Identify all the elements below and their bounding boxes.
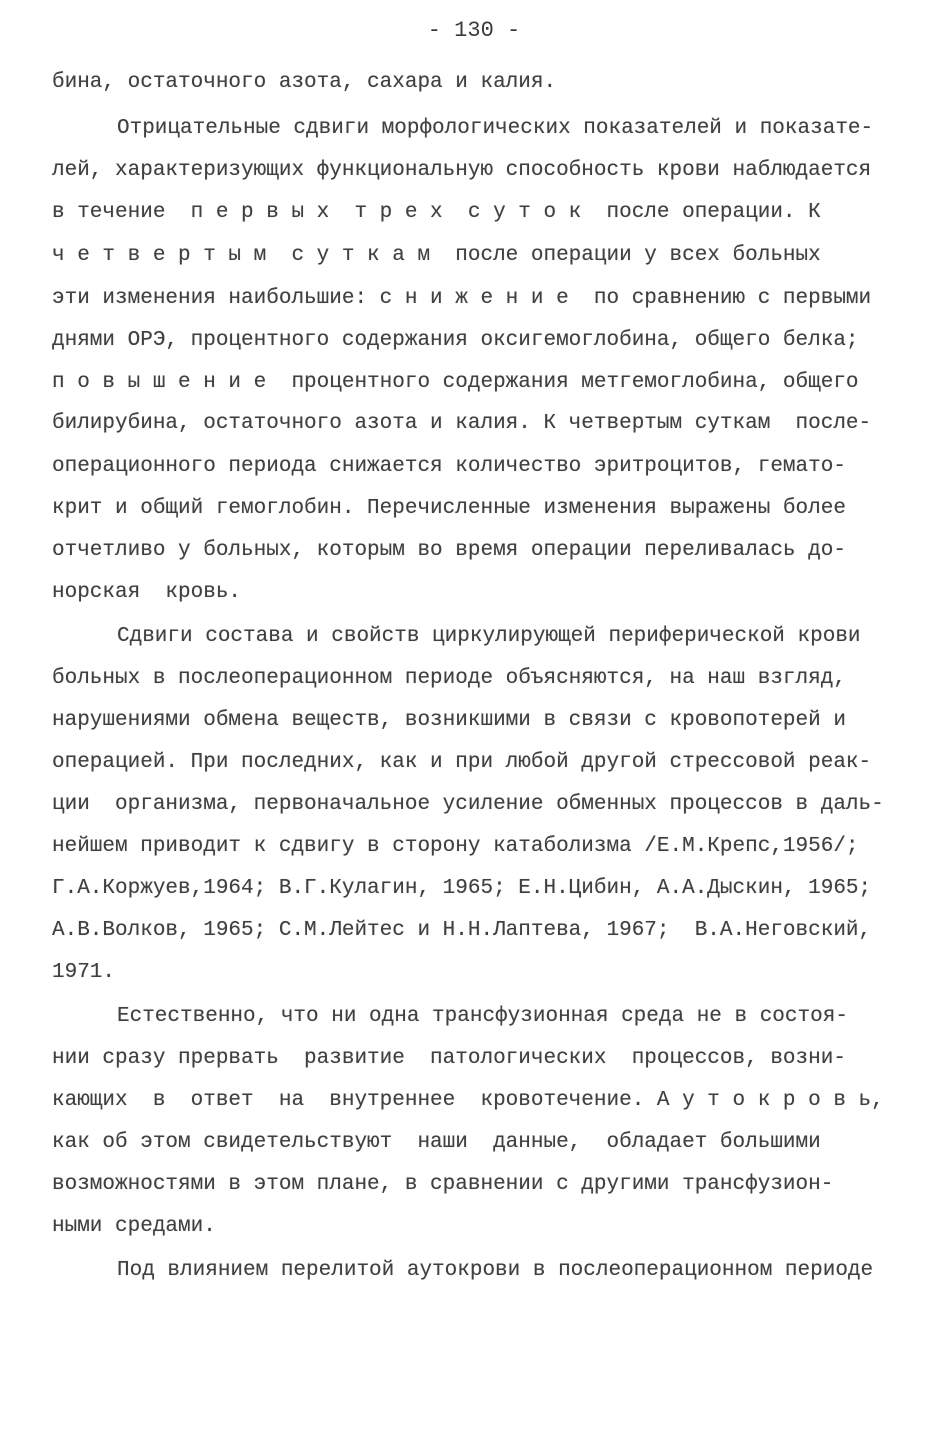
text-line: ными средами. (52, 1215, 216, 1238)
text-line: кающих в ответ на внутреннее кровотечение. А у т о к р о в ь, (52, 1089, 884, 1112)
text-line: А.В.Волков, 1965; С.М.Лейтес и Н.Н.Лаптева, 1967; В.А.Неговский, (52, 919, 872, 942)
text-line: нейшем приводит к сдвигу в сторону катаболизма /Е.М.Крепс,1956/; (52, 835, 859, 858)
text-line: эти изменения наибольшие: с н и ж е н и е по сравнению с первыми (52, 287, 872, 310)
text-line: лей, характеризующих функциональную способность крови наблюдается (52, 159, 872, 182)
text-line: в течение п е р в ы х т р е х с у т о к после операции. К (52, 201, 821, 224)
text-line: нарушениями обмена веществ, возникшими в связи с кровопотерей и (52, 709, 846, 732)
text-line: ч е т в е р т ы м с у т к а м после операции у всех больных (52, 244, 821, 267)
text-line: п о в ы ш е н и е процентного содержания метгемоглобина, общего (52, 371, 859, 394)
text-line: как об этом свидетельствуют наши данные, обладает большими (52, 1131, 821, 1154)
text-line: Под влиянием перелитой аутокрови в послеоперационном периоде (117, 1259, 874, 1282)
text-line: Сдвиги состава и свойств циркулирующей периферической крови (117, 625, 861, 648)
text-line: отчетливо у больных, которым во время операции переливалась до- (52, 539, 846, 562)
text-line: 1971. (52, 961, 116, 984)
text-line: Естественно, что ни одна трансфузионная среда не в состоя- (117, 1005, 848, 1028)
text-line: ции организма, первоначальное усиление обменных процессов в даль- (52, 793, 884, 816)
text-line: днями ОРЭ, процентного содержания оксигемоглобина, общего белка; (52, 329, 859, 352)
text-line: Отрицательные сдвиги морфологических показателей и показате- (117, 117, 874, 140)
text-line: бина, остаточного азота, сахара и калия. (52, 71, 557, 94)
text-line: нии сразу прервать развитие патологических процессов, возни- (52, 1047, 846, 1070)
text-line: операционного периода снижается количество эритроцитов, гемато- (52, 455, 846, 478)
page-number: - 130 - (427, 18, 521, 43)
text-line: Г.А.Коржуев,1964; В.Г.Кулагин, 1965; Е.Н.Цибин, А.А.Дыскин, 1965; (52, 877, 872, 900)
text-line: операцией. При последних, как и при любой другой стрессовой реак- (52, 751, 872, 774)
text-line: возможностями в этом плане, в сравнении с другими трансфузион- (52, 1173, 834, 1196)
text-line: норская кровь. (52, 581, 242, 604)
text-line: билирубина, остаточного азота и калия. К четвертым суткам после- (52, 412, 872, 435)
text-line: больных в послеоперационном периоде объясняются, на наш взгляд, (52, 667, 846, 690)
text-line: крит и общий гемоглобин. Перечисленные изменения выражены более (52, 497, 846, 520)
